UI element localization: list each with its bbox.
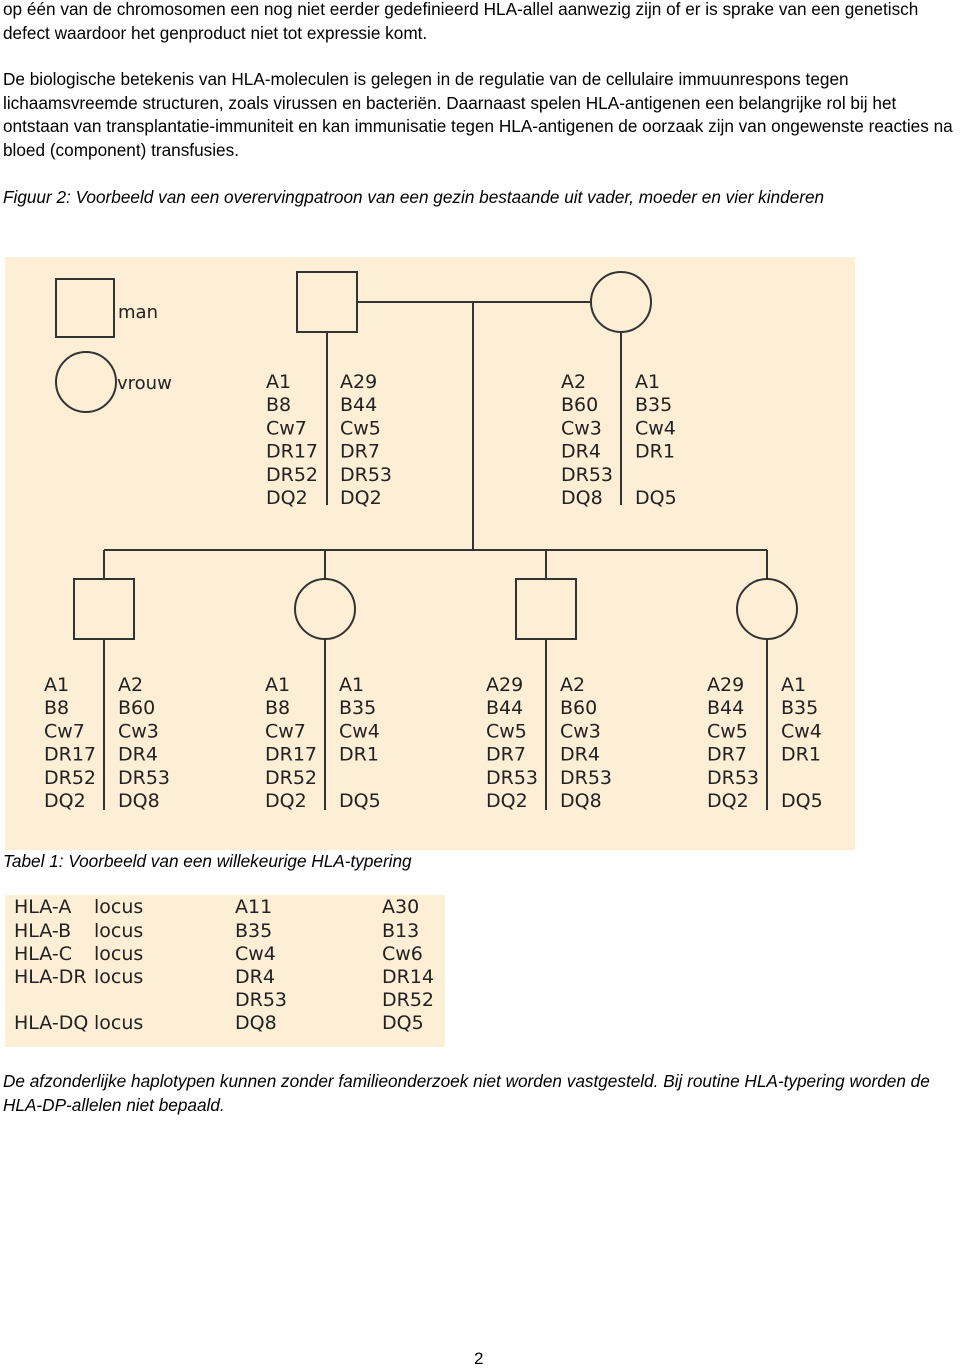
mother-allele: A1 bbox=[635, 371, 661, 393]
table-locus-name: HLA-B bbox=[14, 920, 72, 942]
child-4-allele: DR1 bbox=[781, 743, 821, 766]
child-1-allele: DQ8 bbox=[118, 790, 160, 812]
child-3-allele: DR53 bbox=[486, 766, 539, 789]
table-locus-name: HLA-DQ bbox=[14, 1012, 89, 1034]
table-locus-label: locus bbox=[94, 943, 144, 965]
child-2-allele: DQ2 bbox=[265, 790, 307, 812]
child-1-allele: Cw7 bbox=[44, 720, 85, 743]
mother-allele: Cw4 bbox=[635, 417, 676, 440]
mother-allele: B60 bbox=[561, 394, 599, 417]
child-2-circle bbox=[295, 579, 355, 639]
child-4-circle bbox=[737, 579, 797, 639]
table-allele-1: DR4 bbox=[235, 966, 275, 988]
table-locus-label: locus bbox=[94, 896, 144, 918]
child-3-allele: DQ2 bbox=[486, 790, 528, 812]
pedigree-figure bbox=[5, 257, 855, 850]
table-allele-1: DQ8 bbox=[235, 1012, 277, 1034]
paragraph-2: De biologische betekenis van HLA-moleculen is gelegen in de regulatie van de cellulaire immuunrespons tegen lichaamsvreemde structuren, zoals virussen en bacteriën. Daarnaast spelen HLA-antigenen een belangrijke rol bij het ontstaan van transplantatie-immuniteit en kan immunisatie tegen HLA-antigenen de oorzaak zijn van ongewenste reacties na bloed (component) transfusies. bbox=[3, 69, 953, 160]
table-allele-2: Cw6 bbox=[382, 943, 423, 965]
legend-vrouw-circle bbox=[56, 352, 116, 412]
child-3-allele: DR53 bbox=[560, 766, 613, 789]
mother-allele: DR4 bbox=[561, 440, 601, 463]
child-1-allele: A2 bbox=[118, 674, 144, 696]
child-1-allele: DR53 bbox=[118, 766, 171, 789]
child-2-allele: B8 bbox=[265, 697, 291, 720]
table-locus-name: HLA-DR bbox=[14, 966, 87, 988]
mother-allele: DR1 bbox=[635, 440, 675, 463]
child-3-allele: DR4 bbox=[560, 743, 600, 766]
figure-caption: Figuur 2: Voorbeeld van een overervingpatroon van een gezin bestaande uit vader, moeder en vier kinderen bbox=[3, 187, 825, 207]
page-number: 2 bbox=[474, 1349, 484, 1368]
father-allele: DR17 bbox=[266, 440, 319, 463]
legend-man-label: man bbox=[118, 302, 158, 323]
table-caption: Tabel 1: Voorbeeld van een willekeurige HLA-typering bbox=[3, 851, 412, 871]
child-1-allele: Cw3 bbox=[118, 720, 159, 743]
child-2-allele: A1 bbox=[339, 674, 365, 696]
child-3-allele: DR7 bbox=[486, 743, 526, 766]
mother-allele: B35 bbox=[635, 394, 673, 417]
child-2-allele: Cw4 bbox=[339, 720, 380, 743]
mother-circle bbox=[591, 272, 651, 332]
child-2-allele: DR52 bbox=[265, 766, 318, 789]
child-3-allele: B60 bbox=[560, 697, 598, 720]
mother-allele: Cw3 bbox=[561, 417, 602, 440]
child-4-allele: B44 bbox=[707, 697, 745, 720]
table-allele-1: Cw4 bbox=[235, 943, 276, 965]
table-locus-label: locus bbox=[94, 920, 144, 942]
child-2-allele: B35 bbox=[339, 697, 377, 720]
child-1-allele: DQ2 bbox=[44, 790, 86, 812]
child-4-allele: DR53 bbox=[707, 766, 760, 789]
table-allele-2: DQ5 bbox=[382, 1012, 424, 1034]
child-2-allele: DR17 bbox=[265, 743, 318, 766]
child-1-allele: B60 bbox=[118, 697, 156, 720]
child-3-allele: A29 bbox=[486, 674, 524, 696]
father-allele: A1 bbox=[266, 371, 292, 393]
child-4-allele: Cw5 bbox=[707, 720, 748, 743]
father-allele: DR52 bbox=[266, 463, 319, 486]
father-allele: Cw7 bbox=[266, 417, 307, 440]
father-allele: DR7 bbox=[340, 440, 380, 463]
child-4-allele: DR7 bbox=[707, 743, 747, 766]
child-4-allele: DQ2 bbox=[707, 790, 749, 812]
child-1-allele: B8 bbox=[44, 697, 70, 720]
child-3-allele: Cw5 bbox=[486, 720, 527, 743]
child-4-allele: DQ5 bbox=[781, 790, 823, 812]
child-1-square bbox=[74, 579, 134, 639]
table-allele-2: DR52 bbox=[382, 989, 435, 1011]
table-locus-label: locus bbox=[94, 966, 144, 988]
child-1-allele: A1 bbox=[44, 674, 70, 696]
father-allele: A29 bbox=[340, 371, 378, 393]
mother-allele: DQ8 bbox=[561, 487, 603, 509]
child-3-allele: Cw3 bbox=[560, 720, 601, 743]
child-4-allele: A1 bbox=[781, 674, 807, 696]
mother-allele: DR53 bbox=[561, 463, 614, 486]
legend-man-square bbox=[56, 279, 114, 337]
mother-allele: DQ5 bbox=[635, 487, 677, 509]
father-square bbox=[297, 272, 357, 332]
paragraph-1: op één van de chromosomen een nog niet eerder gedefinieerd HLA-allel aanwezig zijn of er is sprake van een genetisch defect waardoor het genproduct niet tot expressie komt. bbox=[3, 0, 919, 43]
hla-typing-table bbox=[5, 895, 445, 1047]
child-3-square bbox=[516, 579, 576, 639]
child-4-allele: Cw4 bbox=[781, 720, 822, 743]
father-allele: Cw5 bbox=[340, 417, 381, 440]
table-locus-name: HLA-C bbox=[14, 943, 73, 965]
child-3-allele: DQ8 bbox=[560, 790, 602, 812]
table-allele-1: B35 bbox=[235, 920, 273, 942]
child-1-allele: DR17 bbox=[44, 743, 97, 766]
paragraph-3: De afzonderlijke haplotypen kunnen zonder familieonderzoek niet worden vastgesteld. Bij routine HLA-typering worden de HLA-DP-allelen niet bepaald. bbox=[3, 1071, 930, 1115]
father-allele: DR53 bbox=[340, 463, 393, 486]
table-locus-name: HLA-A bbox=[14, 896, 72, 918]
table-allele-2: B13 bbox=[382, 920, 420, 942]
legend-vrouw-label: vrouw bbox=[117, 373, 172, 394]
mother-allele: A2 bbox=[561, 371, 587, 393]
child-2-allele: A1 bbox=[265, 674, 291, 696]
table-allele-2: DR14 bbox=[382, 966, 435, 988]
child-3-allele: A2 bbox=[560, 674, 586, 696]
pedigree-diagram bbox=[5, 257, 855, 850]
father-allele: B44 bbox=[340, 394, 378, 417]
child-1-allele: DR52 bbox=[44, 766, 97, 789]
father-allele: B8 bbox=[266, 394, 292, 417]
child-1-allele: DR4 bbox=[118, 743, 158, 766]
table-locus-label: locus bbox=[94, 1012, 144, 1034]
child-2-allele: DQ5 bbox=[339, 790, 381, 812]
table-allele-1: A11 bbox=[235, 896, 273, 918]
table-allele-2: A30 bbox=[382, 896, 420, 918]
child-4-allele: B35 bbox=[781, 697, 819, 720]
child-2-allele: DR1 bbox=[339, 743, 379, 766]
child-4-allele: A29 bbox=[707, 674, 745, 696]
table-allele-1: DR53 bbox=[235, 989, 288, 1011]
father-allele: DQ2 bbox=[266, 487, 308, 509]
child-2-allele: Cw7 bbox=[265, 720, 306, 743]
father-allele: DQ2 bbox=[340, 487, 382, 509]
child-3-allele: B44 bbox=[486, 697, 524, 720]
